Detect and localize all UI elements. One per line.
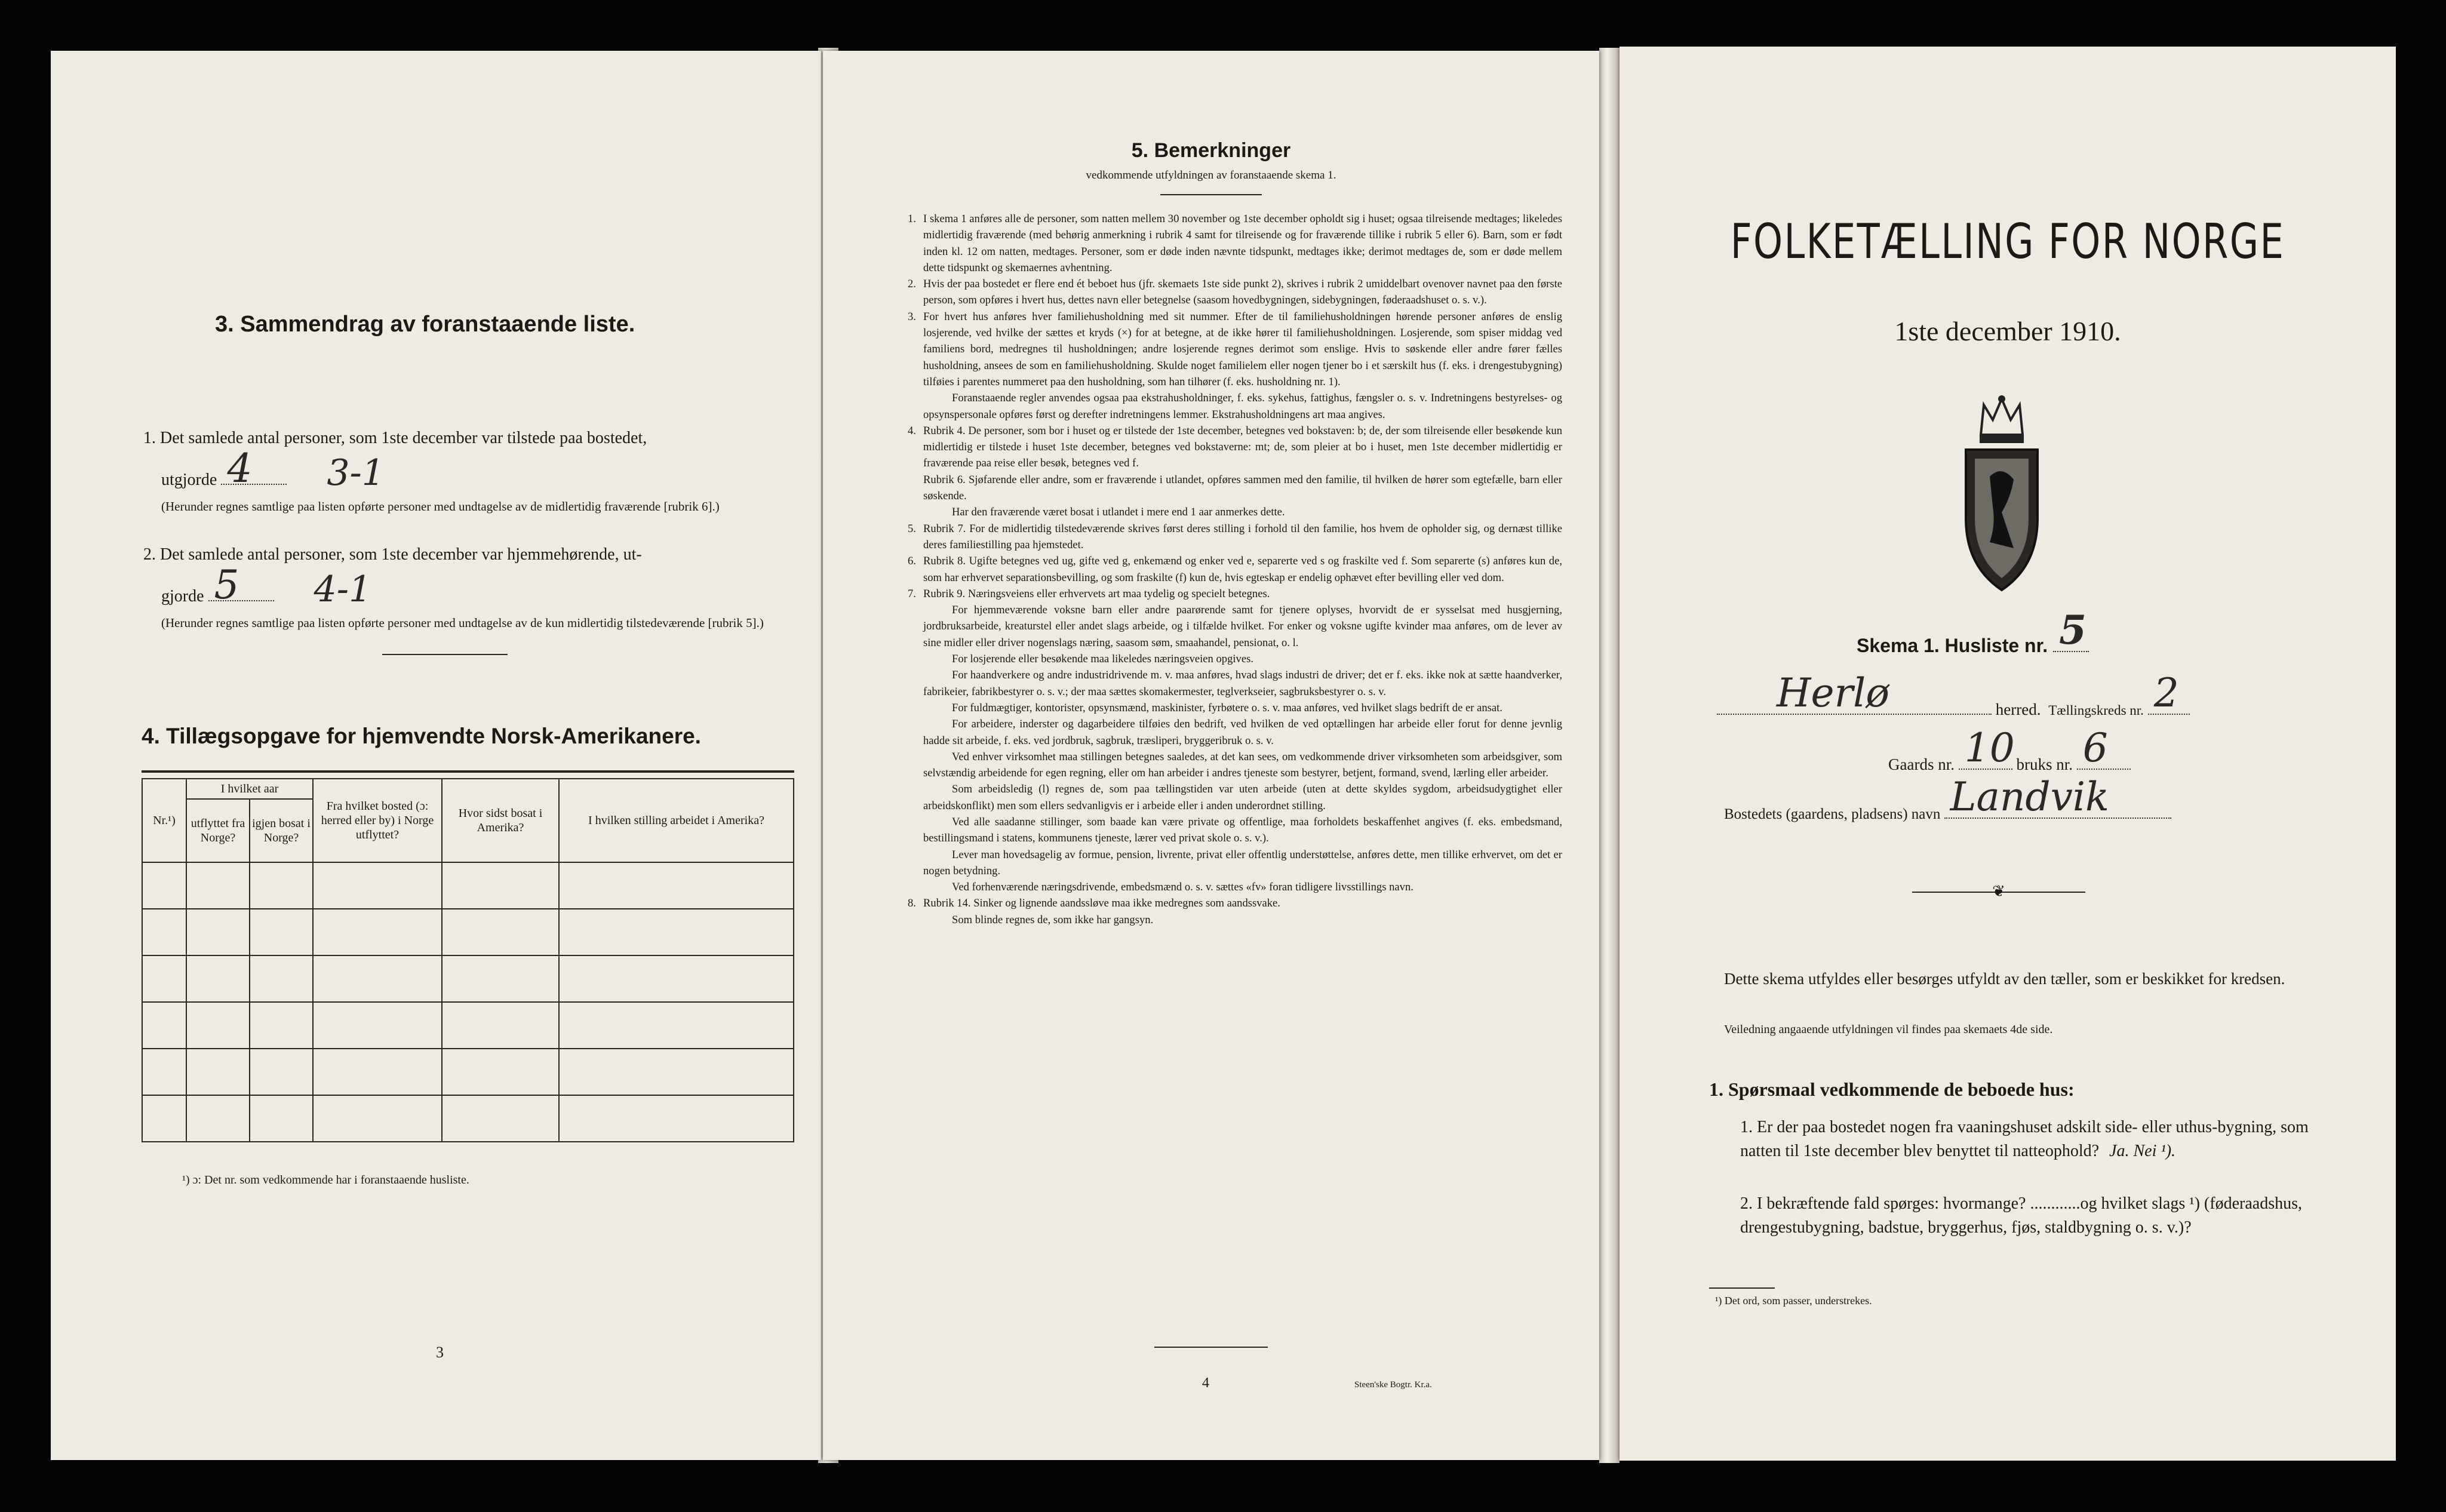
remark-paragraph xyxy=(923,879,1562,895)
summary-q1-value: 4 xyxy=(227,445,253,491)
remark-text: Lever man hovedsagelig av formue, pension, livrente, privat eller offentlig understøttelse, anføres dette, men tillike erhvervet, om det er nogen betydning. xyxy=(923,848,1562,877)
page-1-cover xyxy=(1620,47,2396,1461)
remark-text: Som arbeidsledig (l) regnes de, som paa tællingstiden var uten arbeide (uten at dette skyldes sygdom, arbeidsudygtighet eller arbeidskonflikt) men som ellers sedvanligvis er i arbeide eller i anden underordnet stilling. xyxy=(923,783,1562,812)
bruks-label: bruks nr. xyxy=(2016,755,2073,773)
herred-value: Herlø xyxy=(1777,670,1890,716)
column-last-residence: Hvor sidst bosat i Amerika? xyxy=(442,779,559,862)
summary-q2-prefix: gjorde xyxy=(161,587,204,606)
remark-paragraph xyxy=(923,781,1562,814)
remark-text: Rubrik 6. Sjøfarende eller andre, som er fraværende i utlandet, opføres sammen med den familie, til hvilken de hører som egtefælle, barn eller søskende. xyxy=(923,473,1562,503)
remarks-list xyxy=(908,211,1562,928)
remark-number: 1. xyxy=(908,213,916,225)
bosted-field xyxy=(1944,774,2171,820)
remarks-subtitle: vedkommende utfyldningen av foranstaaende skema 1. xyxy=(1086,169,1336,182)
remark-paragraph xyxy=(908,276,1562,309)
column-emigrated: utflyttet fra Norge? xyxy=(186,799,250,862)
remark-paragraph xyxy=(923,700,1562,716)
page-number-4: 4 xyxy=(1202,1375,1209,1391)
coat-of-arms-icon xyxy=(1957,393,2046,596)
gaards-value: 10 xyxy=(1964,725,2015,771)
skema-line xyxy=(1857,607,2089,657)
remark-text: For hvert hus anføres hver familiehusholdning med sit nummer. Efter de til familiehusholdningen hørende personer anføres de enslig losjerende, ved hvilke der sættes et kryds (×) for at betegne, at de ikke hører til familiehusholdningen. Losjerende, som spiser middag ved familiens bord, medregnes til husholdningen; andre losjerende regnes derimot som enslige. Hvis to søskende eller andre fører fælles husholdning, ansees de som en familiehusholdning. Skulde noget familielem eller nogen tjener bo i et særskilt hus (f. eks. i drengestubygning) tilføies i parentes nummeret paa den husholdning, som han tilhører (f. eks. husholdning nr. 1). xyxy=(923,310,1562,388)
remark-text: Foranstaaende regler anvendes ogsaa paa ekstrahusholdninger, f. eks. sykehus, fattighus, fængsler o. s. v. Indretningens bestyrelses- og opsynspersonale opføres først og derefter indretningens lemmer. Ekstrahusholdningens art maa angives. xyxy=(923,392,1562,421)
section-3-title: 3. Sammendrag av foranstaaende liste. xyxy=(215,312,635,337)
page-4 xyxy=(823,51,1599,1460)
bosted-line xyxy=(1724,774,2171,823)
remark-paragraph xyxy=(908,586,1562,602)
questions-title: 1. Spørsmaal vedkommende de beboede hus: xyxy=(1709,1078,2075,1100)
remark-number: 7. xyxy=(908,587,916,600)
remark-paragraph xyxy=(923,749,1562,782)
table-footnote: ¹) ɔ: Det nr. som vedkommende har i foranstaaende husliste. xyxy=(182,1173,469,1187)
remark-text: Rubrik 14. Sinker og lignende aandssløve maa ikke medregnes som aandssvake. xyxy=(923,897,1280,910)
herred-label: herred. xyxy=(1995,700,2041,718)
summary-question-2 xyxy=(143,537,770,632)
kreds-value: 2 xyxy=(2153,670,2179,716)
remarks-end-rule xyxy=(1154,1347,1268,1348)
table-row xyxy=(142,1049,794,1095)
table-row xyxy=(142,1095,794,1142)
column-nr: Nr.¹) xyxy=(142,779,186,862)
gaards-label: Gaards nr. xyxy=(1888,755,1955,773)
section-divider xyxy=(382,654,508,655)
remark-paragraph xyxy=(908,553,1562,586)
census-date: 1ste december 1910. xyxy=(1894,316,2121,346)
section-4-underline xyxy=(142,770,794,773)
printer-credit: Steen'ske Bogtr. Kr.a. xyxy=(1354,1380,1432,1390)
remark-number: 8. xyxy=(908,897,916,910)
summary-q1-field xyxy=(221,445,287,491)
remark-paragraph xyxy=(923,912,1562,928)
remark-paragraph xyxy=(923,847,1562,880)
remark-paragraph xyxy=(923,667,1562,700)
kreds-label: Tællingskreds nr. xyxy=(2048,703,2144,718)
section-4-title: 4. Tillægsopgave for hjemvendte Norsk-Amerikanere. xyxy=(142,724,701,748)
remark-paragraph xyxy=(923,472,1562,505)
herred-line xyxy=(1717,670,2190,719)
house-q1-answer: Ja. Nei ¹). xyxy=(2109,1142,2176,1160)
summary-q2-note: (Herunder regnes samtlige paa listen opførte personer med undtagelse av de kun midlertidig tilstedeværende [rubrik 5].) xyxy=(161,616,764,630)
summary-q1-prefix: utgjorde xyxy=(161,471,217,489)
table-row xyxy=(142,862,794,909)
cover-intro: Dette skema utfyldes eller besørges utfyldt av den tæller, som er beskikket for kredsen. xyxy=(1724,970,2285,988)
table-row xyxy=(142,1002,794,1049)
summary-question-1 xyxy=(143,421,770,515)
cover-footnote: ¹) Det ord, som passer, understrekes. xyxy=(1715,1295,1872,1307)
summary-q2-field xyxy=(208,562,274,608)
remark-text: I skema 1 anføres alle de personer, som natten mellem 30 november og 1ste december opholdt sig i huset; ogsaa tilreisende medtages; likeledes midlertidig fraværende (med behørig anmerkning i rubrik 4 samt for tilreisende og for fraværende tillike i rubrik 5 eller 6). Barn, som er født inden kl. 12 om natten, medtages. Personer, som er døde inden nævnte tidspunkt, medtages ikke; derimot medtages de, som er døde mellem dette tidspunkt og skemaernes avhentning. xyxy=(923,213,1562,274)
remark-text: Hvis der paa bostedet er flere end ét beboet hus (jfr. skemaets 1ste side punkt 2), skrives i rubrik 2 umiddelbart ovenover navnet paa den første person, som opføres i hvert hus, dettes navn eller betegnelse (saasom hovedbygningen, sidebygningen, føderaadshuset o. s. v.). xyxy=(923,278,1562,307)
remark-text: Ved forhenværende næringsdrivende, embedsmænd o. s. v. sættes «fv» foran tidligere livsstillings navn. xyxy=(952,881,1413,894)
bruks-value: 6 xyxy=(2082,725,2108,771)
table-row xyxy=(142,909,794,955)
remark-paragraph xyxy=(923,390,1562,423)
gaards-line xyxy=(1888,725,2131,774)
house-question-1 xyxy=(1740,1115,2313,1163)
page-number-3: 3 xyxy=(436,1344,444,1361)
remark-paragraph xyxy=(923,651,1562,667)
summary-q2-extra: 4-1 xyxy=(314,568,372,610)
husliste-nr-value: 5 xyxy=(2059,607,2087,653)
remark-text: Ved alle saadanne stillinger, som baade kan være private og offentlige, maa forholdets beskaffenhet angives (f. eks. embedsmand, bestillingsmand i statens, kommunens tjeneste, lærer ved privat skole o. s. v.). xyxy=(923,815,1562,845)
remark-text: Rubrik 4. De personer, som bor i huset og er tilstede der 1ste december, betegnes ved bokstaven: b; de, der som tilreisende eller besøkende kun midlertidig er tilstede i huset 1ste december, betegnes ved bokstaverne: mt; de, som pleier at bo i huset, men 1ste december midlertidig er fraværende paa reise eller besøk, betegnes ved f. xyxy=(923,424,1562,470)
kreds-field xyxy=(2148,670,2190,716)
column-returned: igjen bosat i Norge? xyxy=(250,799,313,862)
house-q1-text: 1. Er der paa bostedet nogen fra vaaningshuset adskilt side- eller uthus-bygning, som natten til 1ste december blev benyttet til natteophold? xyxy=(1740,1118,2309,1160)
skema-label: Skema 1. Husliste nr. xyxy=(1857,635,2048,656)
remark-text: Har den fraværende været bosat i utlandet i mere end 1 aar anmerkes dette. xyxy=(952,506,1285,519)
footnote-rule xyxy=(1709,1287,1775,1289)
summary-q1-text: 1. Det samlede antal personer, som 1ste december var tilstede paa bostedet, xyxy=(143,429,647,447)
remarks-title: 5. Bemerkninger xyxy=(1131,139,1291,162)
remark-text: Rubrik 7. For de midlertidig tilstedeværende skrives først deres stilling i forhold til den familie, hos hvem de opholder sig, og dernæst tillike deres familiestilling paa hjemstedet. xyxy=(923,522,1562,551)
remark-text: Som blinde regnes de, som ikke har gangsyn. xyxy=(952,913,1154,926)
remark-paragraph xyxy=(923,504,1562,520)
norsk-amerikanere-table xyxy=(142,778,794,1142)
remark-text: For haandverkere og andre industridrivende m. v. maa anføres, hvad slags industri de driver; det er f. eks. ikke nok at sætte haandverker, fabrikeier, fabrikbestyrer o. s. v.; der maa sættes skomakermester, teglverkseier, sagbruksbestyrer o. s. v. xyxy=(923,669,1562,698)
husliste-nr-field xyxy=(2053,607,2089,653)
summary-q1-extra: 3-1 xyxy=(327,452,385,494)
census-title: FOLKETÆLLING FOR NORGE xyxy=(1730,214,2285,269)
remark-paragraph xyxy=(908,521,1562,554)
remark-number: 2. xyxy=(908,278,916,291)
gaards-field xyxy=(1959,725,2015,771)
remark-text: For losjerende eller besøkende maa likeledes næringsveien opgives. xyxy=(952,653,1253,666)
remark-number: 3. xyxy=(908,310,916,323)
remark-text: For hjemmeværende voksne barn eller andre paarørende samt for tjenere oplyses, hvorvidt de er sysselsat med husgjerning, jordbruksarbeide, kreaturstel eller andet slags arbeide, og i tilfælde hvilket. For enker og voksne ugifte kvinder maa anføres, om de lever av sine midler eller driver nogenslags næring, saasom søm, smaahandel, pensionat, o. l. xyxy=(923,604,1562,649)
remark-text: For fuldmægtiger, kontorister, opsynsmænd, maskinister, fyrbøtere o. s. v. maa anføres, ved hvilket slags bedrift de er ansat. xyxy=(952,701,1502,714)
summary-q2-value: 5 xyxy=(214,562,239,608)
column-group-year: I hvilket aar xyxy=(186,779,313,799)
remark-paragraph xyxy=(923,602,1562,651)
remark-paragraph xyxy=(908,211,1562,276)
bruks-field xyxy=(2077,725,2131,771)
remark-paragraph xyxy=(908,895,1562,911)
remark-paragraph xyxy=(923,814,1562,847)
remark-number: 4. xyxy=(908,424,916,437)
remark-text: Ved enhver virksomhet maa stillingen betegnes saaledes, at det kan sees, om vedkommende driver virksomheten som arbeidsgiver, som selvstændig arbeidende for egen regning, eller om han arbeider i andres tjeneste som bestyrer, betjent, formand, svend, lærling eller arbeider. xyxy=(923,750,1562,780)
herred-field xyxy=(1717,670,1992,716)
remark-text: Rubrik 8. Ugifte betegnes ved ug, gifte ved g, enkemænd og enker ved e, separerte ved s og fraskilte ved f. Som separerte (s) anføres kun de, som har erhvervet separationsbevilling, og som fraskilte (f) kun de, hvis egteskap er endelig ophævet efter bevilling eller ved dom. xyxy=(923,555,1562,584)
cover-guidance: Veiledning angaaende utfyldningen vil findes paa skemaets 4de side. xyxy=(1724,1023,2053,1036)
remark-text: Rubrik 9. Næringsveiens eller erhvervets art maa tydelig og specielt betegnes. xyxy=(923,587,1270,600)
remark-paragraph xyxy=(923,716,1562,749)
binding-fold-right xyxy=(1599,48,1620,1463)
remark-paragraph xyxy=(908,423,1562,472)
table-row xyxy=(142,955,794,1002)
column-from-where: Fra hvilket bosted (ɔ: herred eller by) i Norge utflyttet? xyxy=(313,779,442,862)
column-occupation: I hvilken stilling arbeidet i Amerika? xyxy=(559,779,794,862)
remark-number: 5. xyxy=(908,522,916,535)
page-3 xyxy=(51,51,821,1460)
remarks-title-rule xyxy=(1160,194,1262,195)
bosted-label: Bostedets (gaardens, pladsens) navn xyxy=(1724,806,1941,822)
remark-paragraph xyxy=(908,309,1562,390)
remark-text: For arbeidere, inderster og dagarbeidere tilføies den bedrift, ved hvilken de ved optællingen har arbeide eller forut for denne jevnlig hadde sit arbeide, f. eks. ved jordbruk, sagbruk, træsliperi, bryggeribruk o. s. v. xyxy=(923,718,1562,747)
summary-q2-text: 2. Det samlede antal personer, som 1ste december var hjemmehørende, ut- xyxy=(143,545,642,564)
ornament-icon: ❦ xyxy=(1992,883,2005,900)
summary-q1-note: (Herunder regnes samtlige paa listen opførte personer med undtagelse av de midlertidig fraværende [rubrik 6].) xyxy=(161,499,720,514)
house-question-2: 2. I bekræftende fald spørges: hvormange? ............og hvilket slags ¹) (føderaadshus, drengestubygning, badstue, bryggerhus, fjøs, staldbygning o. s. v.)? xyxy=(1740,1194,2302,1237)
remark-number: 6. xyxy=(908,555,916,568)
bosted-value: Landvik xyxy=(1950,774,2109,820)
